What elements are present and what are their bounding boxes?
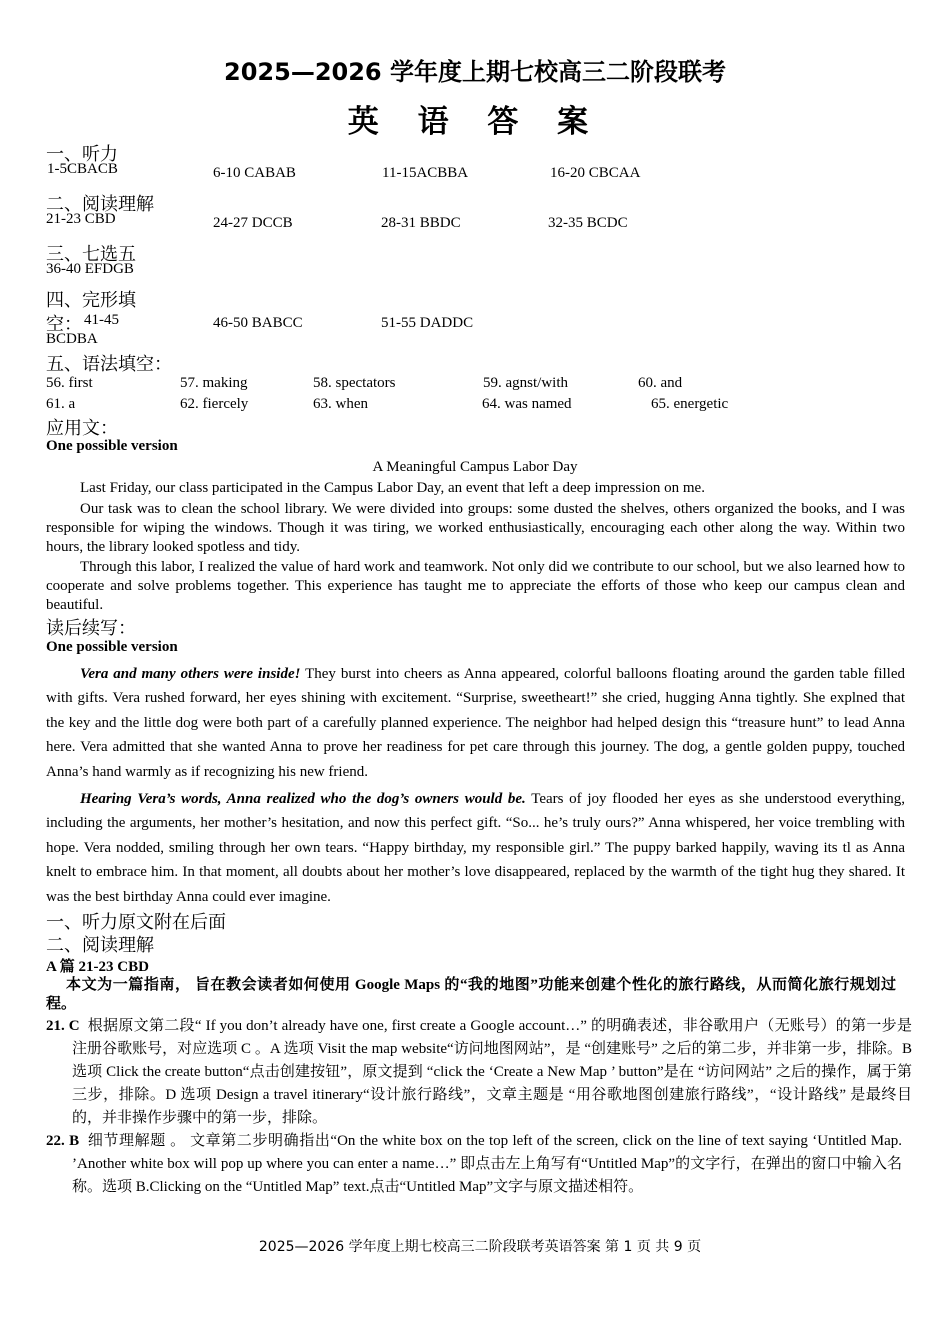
story-body: Tears of joy flooded her eyes as she understood everything, including the arguments, her mother’s hesitation, and now this perfect gift. “So... he’s truly ours?” Anna whispered, her voice trembling with hope. Vera nodded, smiling through her own tears. “Happy birthday, my responsible girl.” The puppy barked happily, waving its tl as Anna knelt to embrace him. In that moment, all doubts about her mother’s love disappeared, replaced by the warmth of the tight hug they shared. It was the best birthday Anna could ever imagine. (46, 791, 905, 905)
answer-group: BCDBA (46, 331, 98, 347)
section-heading-cloze: 四、完形填 (46, 290, 136, 311)
answer-group: 46-50 BABCC (213, 315, 303, 331)
page-subtitle: 英 语 答 案 (347, 104, 603, 140)
question-text: 细节理解题 。 文章第二步明确指出“On the white box on the top left of the screen, click on the line of text saying ‘Untitled Map. ’Another white box will pop up where you can enter a name…” 即点击左上角写有“Untitled Map”的文字行，在弹出的窗口中输入名称。选项 B.Clicking on the “Untitled Map” text.点击“Untitled Map”文字与原文描述相符。 (72, 1133, 902, 1195)
version-label: One possible version (46, 639, 178, 655)
section-heading-grammar: 五、语法填空： (46, 354, 172, 375)
analysis-reading-heading: 二、阅读理解 (46, 935, 154, 956)
grammar-answer: 64. was named (482, 396, 572, 412)
answer-group: 32-35 BCDC (548, 215, 628, 231)
question-explanation (46, 1015, 912, 1130)
essay-title: A Meaningful Campus Labor Day (372, 459, 578, 475)
grammar-answer: 58. spectators (313, 375, 396, 391)
story-lead: Vera and many others were inside! (80, 666, 301, 682)
story-paragraph (46, 787, 905, 909)
story-paragraph (46, 662, 905, 784)
question-number: 22. B (46, 1133, 80, 1149)
analysis-listening-note: 一、听力原文附在后面 (46, 912, 226, 933)
grammar-answer: 57. making (180, 375, 248, 391)
essay-paragraph: Last Friday, our class participated in the Campus Labor Day, an event that left a deep impression on me. (80, 480, 705, 496)
answer-group: 16-20 CBCAA (550, 165, 641, 181)
passage-heading: A 篇 21-23 CBD (46, 959, 149, 975)
grammar-answer: 65. energetic (651, 396, 729, 412)
story-lead: Hearing Vera’s words, Anna realized who the dog’s owners would be. (80, 791, 526, 807)
grammar-answer: 62. fiercely (180, 396, 249, 412)
section-heading-cloze-cont: 空： (46, 314, 82, 335)
section-heading-practical-writing: 应用文： (46, 418, 118, 439)
essay-paragraph: Through this labor, I realized the value of hard work and teamwork. Not only did we contribute to our school, but we also learned how to cooperate and solve problems together. This experience has taught me to appreciate the efforts of those who keep our campus clean and beautiful. (46, 559, 905, 613)
grammar-answer: 60. and (638, 375, 683, 391)
section-heading-reading: 二、阅读理解 (46, 194, 154, 215)
answer-group: 41-45 (84, 312, 119, 328)
answer-group: 51-55 DADDC (381, 315, 474, 331)
grammar-answer: 61. a (46, 396, 76, 412)
question-explanation (46, 1130, 902, 1199)
answer-group: 1-5CBACB (47, 161, 118, 177)
answer-group: 24-27 DCCB (213, 215, 293, 231)
page-footer: 2025—2026 学年度上期七校高三二阶段联考英语答案 第 1 页 共 9 页 (258, 1239, 702, 1255)
page-title: 2025—2026 学年度上期七校高三二阶段联考 (224, 58, 726, 86)
answer-group: 28-31 BBDC (381, 215, 461, 231)
question-number: 21. C (46, 1018, 80, 1034)
story-body: They burst into cheers as Anna appeared, colorful balloons floating around the garden table filled with gifts. Vera rushed forward, her eyes shining with excitement. “Surprise, sweetheart!” she cried, hugging Anna tightly. She explned that the key and the little dog were both part of a carefully planned experience. The neighbor had helped design this “treasure hunt” to lead Anna here. Vera admitted that she wanted Anna to prove her readiness for pet care through this journey. The dog, a gentle golden puppy, touched Anna’s hand warmly as if recognizing his new friend. (46, 666, 905, 780)
answer-group: 6-10 CABAB (213, 165, 296, 181)
grammar-answer: 59. agnst/with (483, 375, 568, 391)
grammar-answer: 56. first (46, 375, 93, 391)
answer-group: 36-40 EFDGB (46, 261, 134, 277)
answer-group: 21-23 CBD (46, 211, 116, 227)
section-heading-listening: 一、听力 (46, 144, 118, 165)
essay-paragraph: Our task was to clean the school library. We were divided into groups: some dusted the shelves, others organized the books, and I was responsible for wiping the windows. Though it was tiring, we worked enthusiastically, encouraging each other along the way. Within two hours, the library looked spotless and tidy. (46, 501, 905, 555)
section-heading-continuation: 读后续写： (46, 618, 136, 639)
passage-summary: 本文为一篇指南， 旨在教会读者如何使用 Google Maps 的“我的地图”功能来创建个性化的旅行路线，从而简化旅行规划过程。 (46, 977, 896, 1012)
grammar-answer: 63. when (313, 396, 368, 412)
version-label: One possible version (46, 438, 178, 454)
section-heading-seven-five: 三、七选五 (46, 244, 136, 265)
question-text: 根据原文第二段“ If you don’t already have one, first create a Google account…” 的明确表述，非谷歌用户（无账号）的第一步是注册谷歌账号，对应选项 C 。A 选项 Visit the map website“访问地图网站”，是 “创建账号” 之后的第二步，并非第一步，排除。B 选项 Click the create button“点击创建按钮”，原文提到 “click the ‘Create a New Map ’ button”是在 “访问网站” 之后的操作，属于第三步，排除。D 选项 Design a travel itinerary“设计旅行路线”，文章主题是 “用谷歌地图创建旅行路线”，“设计路线” 是最终目的，并非操作步骤中的第一步，排除。 (72, 1018, 912, 1126)
answer-group: 11-15ACBBA (382, 165, 469, 181)
